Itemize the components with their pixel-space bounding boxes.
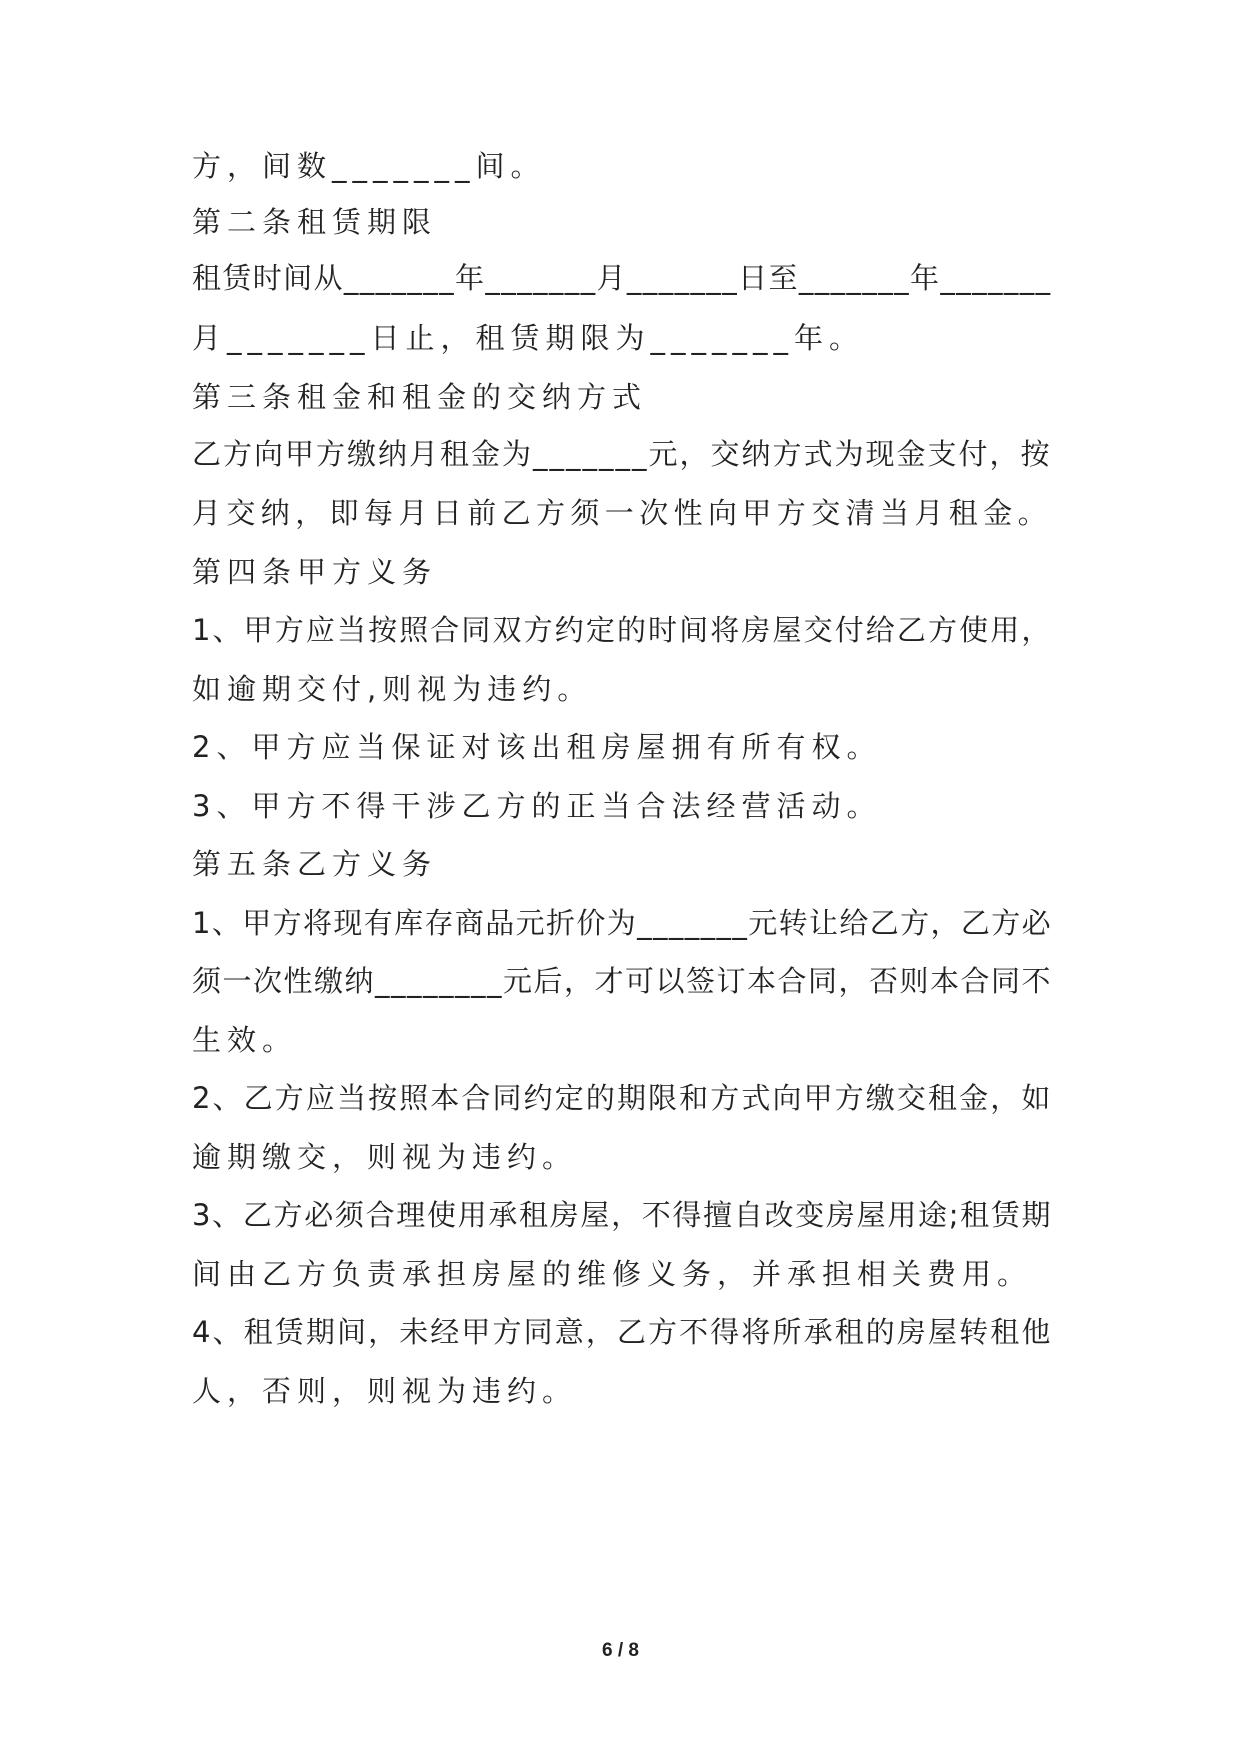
text-line: 租赁时间从_______年_______月_______日至_______年_______ [192, 261, 1052, 295]
text-line: 乙方向甲方缴纳月租金为_______元，交纳方式为现金支付，按 [192, 437, 1052, 471]
text-line: 须一次性缴纳________元后，才可以签订本合同，否则本合同不 [192, 964, 1053, 998]
page-number: 6 / 8 [602, 1640, 639, 1661]
section-heading: 第三条租金和租金的交纳方式 [192, 380, 648, 414]
text-line: 4、租赁期间，未经甲方同意，乙方不得将所承租的房屋转租他 [192, 1315, 1053, 1349]
text-line: 如逾期交付,则视为违约。 [192, 672, 593, 706]
text-line: 间由乙方负责承担房屋的维修义务，并承担相关费用。 [192, 1257, 1033, 1291]
text-line: 3、甲方不得干涉乙方的正当合法经营活动。 [192, 789, 882, 823]
text-line: 1、甲方应当按照合同双方约定的时间将房屋交付给乙方使用， [192, 613, 1053, 647]
text-line: 1、甲方将现有库存商品元折价为_______元转让给乙方，乙方必 [192, 906, 1052, 940]
text-line: 人，否则，则视为违约。 [192, 1374, 578, 1408]
text-line: 月_______日止，租赁期限为_______年。 [192, 321, 865, 355]
text-line: 逾期缴交，则视为违约。 [192, 1140, 578, 1174]
text-line: 方，间数_______间。 [192, 149, 546, 183]
section-heading: 第四条甲方义务 [192, 555, 438, 589]
section-heading: 第二条租赁期限 [192, 205, 438, 239]
text-line: 2、甲方应当保证对该出租房屋拥有所有权。 [192, 730, 882, 764]
text-line: 月交纳，即每月日前乙方须一次性向甲方交清当月租金。 [192, 496, 1053, 530]
text-line: 3、乙方必须合理使用承租房屋，不得擅自改变房屋用途;租赁期 [192, 1198, 1053, 1232]
section-heading: 第五条乙方义务 [192, 847, 438, 881]
text-line: 2、乙方应当按照本合同约定的期限和方式向甲方缴交租金，如 [192, 1081, 1053, 1115]
text-line: 生效。 [192, 1023, 298, 1057]
